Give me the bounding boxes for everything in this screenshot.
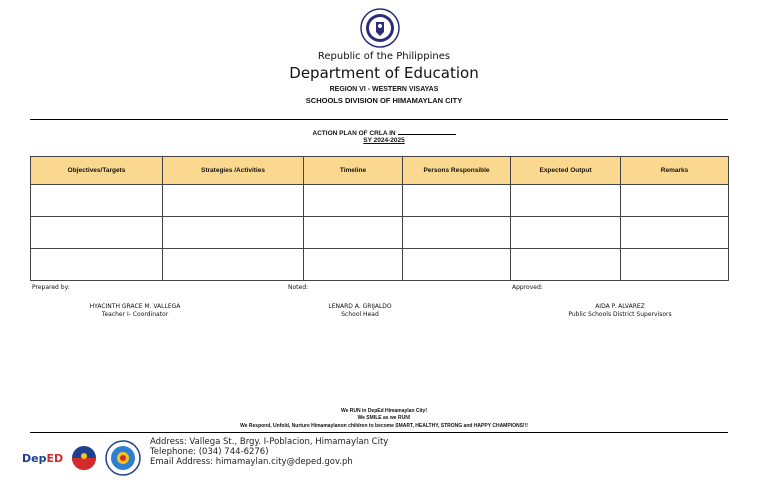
- address-text: Address: Vallega St., Brgy. I-Poblacion, Himamaylan City: [150, 437, 389, 447]
- table-cell[interactable]: [511, 185, 621, 217]
- column-header-output: Expected Output: [511, 157, 621, 185]
- approved-label: Approved:: [512, 284, 543, 291]
- table-cell[interactable]: [163, 217, 304, 249]
- motto-line-3: We Respond, Unfold, Nurture Himamaylanon children to become SMART, HEALTHY, STRONG and HAPPY CHAMPIONS!!!: [240, 423, 528, 429]
- table-cell[interactable]: [163, 249, 304, 281]
- footer-divider: [30, 432, 728, 433]
- table-cell[interactable]: [621, 217, 729, 249]
- table-cell[interactable]: [621, 249, 729, 281]
- table-cell[interactable]: [31, 249, 163, 281]
- column-header-timeline: Timeline: [304, 157, 403, 185]
- prepared-by-role: Teacher I- Coordinator: [101, 311, 169, 318]
- deped-seal-icon: [360, 8, 400, 48]
- column-header-remarks: Remarks: [621, 157, 729, 185]
- table-cell[interactable]: [621, 185, 729, 217]
- table-cell[interactable]: [304, 185, 403, 217]
- prepared-by-label: Prepared by:: [32, 284, 70, 291]
- action-plan-table: [30, 156, 729, 281]
- email-text: Email Address: himamaylan.city@deped.gov.ph: [150, 457, 353, 467]
- plan-title: [0, 128, 768, 137]
- table-cell[interactable]: [31, 217, 163, 249]
- republic-text: Republic of the Philippines: [317, 51, 451, 62]
- table-cell[interactable]: [511, 249, 621, 281]
- approved-role: Public Schools District Supervisors: [568, 311, 672, 318]
- deped-logo: DepED: [22, 452, 64, 465]
- noted-label: Noted:: [288, 284, 309, 291]
- noted-role: School Head: [341, 311, 379, 318]
- header-divider: [30, 119, 728, 120]
- column-header-strategies: Strategies /Activities: [163, 157, 304, 185]
- table-header-row: [31, 157, 729, 185]
- prepared-by-name: HYACINTH GRACE M. VALLEGA: [89, 303, 181, 310]
- noted-name: LENARD A. GRIJALDO: [328, 303, 392, 310]
- plan-title-text: ACTION PLAN OF CRLA IN: [312, 130, 396, 137]
- table-cell[interactable]: [304, 249, 403, 281]
- division-text: SCHOOLS DIVISION OF HIMAMAYLAN CITY: [305, 96, 463, 105]
- region-text: REGION VI - WESTERN VISAYAS: [329, 86, 439, 93]
- table-row: [31, 249, 729, 281]
- motto-line-1: We RUN in DepEd Himamaylan City!: [340, 408, 428, 414]
- division-seal-icon: [105, 440, 141, 476]
- table-cell[interactable]: [403, 185, 511, 217]
- telephone-text: Telephone: (034) 744-6276): [150, 447, 269, 457]
- table-cell[interactable]: [163, 185, 304, 217]
- table-cell[interactable]: [31, 185, 163, 217]
- table-cell[interactable]: [403, 217, 511, 249]
- table-row: [31, 217, 729, 249]
- bagong-pilipinas-logo-icon: [70, 444, 98, 472]
- column-header-persons: Persons Responsible: [403, 157, 511, 185]
- table-cell[interactable]: [511, 217, 621, 249]
- approved-name: AIDA P. ALVAREZ: [595, 303, 645, 310]
- table-cell[interactable]: [304, 217, 403, 249]
- department-title: Department of Education: [289, 64, 479, 82]
- table-row: [31, 185, 729, 217]
- column-header-objectives: Objectives/Targets: [31, 157, 163, 185]
- plan-title-blank: [398, 128, 456, 135]
- school-year: SY 2024-2025: [363, 137, 405, 144]
- motto-line-2: We SMILE as we RUN!: [357, 415, 411, 421]
- table-cell[interactable]: [403, 249, 511, 281]
